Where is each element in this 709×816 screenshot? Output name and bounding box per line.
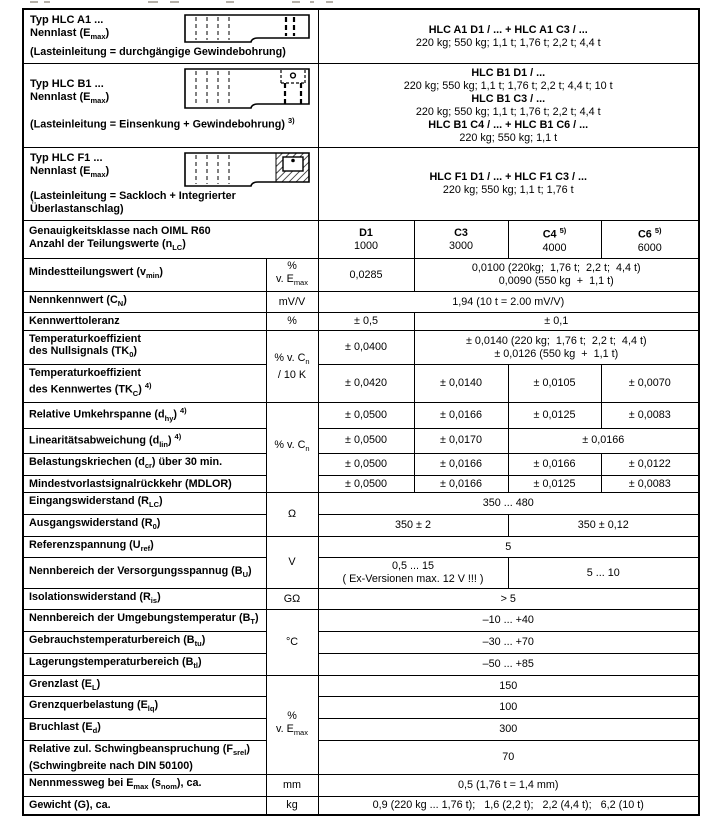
value-cell: 100 (318, 697, 699, 719)
value-cell: ± 0,0083 (601, 403, 699, 428)
divisions-count: 4000 (542, 241, 567, 254)
value-cell: ± 0,0420 (318, 365, 414, 403)
param-label-cell: Referenzspannung $(U_{ref})$ (23, 536, 266, 558)
value-cell: ± 0,0166 (414, 453, 508, 475)
unit-cell: kg (266, 796, 318, 814)
spec-row (23, 632, 699, 654)
value-cell: ± 0,0500 (318, 475, 414, 493)
spec-row (23, 514, 699, 536)
model-capacity-list: 220 kg; 550 kg; 1,1 t; 1,76 t; 2,2 t; 4,4 t (415, 105, 601, 118)
column-header-cell (414, 221, 508, 259)
param-label-cell: Nennmessweg bei $E_{max}$ $(s_{nom})$, ca. (23, 775, 266, 797)
param-label-cell (23, 221, 318, 259)
model-nennlast-label: Nennlast $(E_{max})$ (30, 91, 110, 106)
param-label-cell: Relative Umkehrspanne $(d_{hy})$ $^{4)}$ (23, 403, 266, 428)
spec-row (23, 796, 699, 814)
value-cell: ± 0,0140 (220 kg; 1,76 t; 2,2 t; 4,4 t) ± 0,0126 (550 kg + 1,1 t) (414, 330, 699, 364)
value-cell: 0,9 (220 kg ... 1,76 t); 1,6 (2,2 t); 2,2 (4,4 t); 6,2 (10 t) (318, 796, 699, 814)
model-variants-cell (318, 148, 699, 221)
spec-row (23, 291, 699, 313)
value-cell: ± 0,0122 (601, 453, 699, 475)
unit-cell: mm (266, 775, 318, 797)
unit-cell: % v. $C_n$ / 10 K (266, 330, 318, 402)
model-lasteinleitung-note: (Lasteinleitung = durchgängige Gewindebohrung) (30, 46, 286, 59)
param-label-cell: Mindestvorlastsignalrückkehr (MDLOR) (23, 475, 266, 493)
value-cell: 0,0100 (220kg; 1,76 t; 2,2 t; 4,4 t) 0,0090 (550 kg + 1,1 t) (414, 259, 699, 291)
value-cell: ± 0,1 (414, 313, 699, 331)
spec-row (23, 675, 699, 697)
model-row-a1 (23, 9, 699, 64)
spec-row (23, 428, 699, 453)
spec-row (23, 697, 699, 719)
accuracy-class-name: C6 $^{5)}$ (638, 225, 662, 241)
value-cell: 1,94 (10 t = 2.00 mV/V) (318, 291, 699, 313)
value-cell: 350 ± 2 (318, 514, 508, 536)
value-cell: ± 0,0500 (318, 403, 414, 428)
model-variant-name: HLC B1 D1 / ... (471, 66, 546, 79)
unit-cell: °C (266, 610, 318, 675)
value-cell: 5 (318, 536, 699, 558)
param-label-cell: Gebrauchstemperaturbereich $(B_{tu})$ (23, 632, 266, 654)
model-row-b1 (23, 64, 699, 148)
spec-row (23, 453, 699, 475)
model-variants-cell (318, 9, 699, 64)
value-cell: ± 0,0400 (318, 330, 414, 364)
param-label-cell: Isolationswiderstand $(R_{is})$ (23, 588, 266, 610)
model-type-label: Typ HLC B1 ... (30, 78, 104, 91)
value-cell: ± 0,0083 (601, 475, 699, 493)
value-cell: ± 0,0166 (414, 403, 508, 428)
spec-row (23, 610, 699, 632)
model-lasteinleitung-note: (Lasteinleitung = Sackloch + Integrierter Überlastanschlag) (30, 190, 236, 216)
model-variant-name: HLC F1 D1 / ... + HLC F1 C3 / ... (429, 171, 587, 184)
column-header-cell (508, 221, 601, 259)
model-capacity-list: 220 kg; 550 kg; 1,1 t; 1,76 t (442, 184, 574, 197)
param-label-cell: Gewicht (G), ca. (23, 796, 266, 814)
param-label-cell: Belastungskriechen $(d_{cr})$ über 30 min. (23, 453, 266, 475)
model-variant-name: HLC B1 C4 / ... + HLC B1 C6 / ... (428, 118, 589, 131)
value-cell: ± 0,0500 (318, 453, 414, 475)
spec-table (22, 8, 700, 816)
value-cell: 150 (318, 675, 699, 697)
spec-row (23, 588, 699, 610)
spec-row (23, 740, 699, 774)
value-cell: ± 0,0170 (414, 428, 508, 453)
value-cell: 350 ... 480 (318, 493, 699, 515)
accuracy-class-name: D1 (359, 226, 373, 239)
unit-cell: % v. $E_{max}$ (266, 259, 318, 291)
divisions-count: 6000 (637, 241, 662, 254)
value-cell: 0,0285 (318, 259, 414, 291)
value-cell: 5 ... 10 (508, 558, 699, 588)
unit-cell: V (266, 536, 318, 588)
loadcell-a1-diagram (184, 14, 310, 44)
model-capacity-list: 220 kg; 550 kg; 1,1 t; 1,76 t; 2,2 t; 4,4 t (415, 36, 601, 49)
accuracy-class-name: C4 $^{5)}$ (542, 225, 567, 241)
value-cell: > 5 (318, 588, 699, 610)
value-cell: 350 ± 0,12 (508, 514, 699, 536)
param-label-cell: Grenzquerbelastung $(E_{lq})$ (23, 697, 266, 719)
param-label-cell: Temperaturkoeffizient des Nullsignals $(TK_0)$ (23, 330, 266, 364)
accuracy-class-header-row (23, 221, 699, 259)
value-cell: ± 0,0105 (508, 365, 601, 403)
unit-cell: GΩ (266, 588, 318, 610)
model-info-cell (23, 64, 318, 148)
value-cell: ± 0,0500 (318, 428, 414, 453)
value-cell: 0,5 ... 15 ( Ex-Versionen max. 12 V !!! ) (318, 558, 508, 588)
spec-row (23, 493, 699, 515)
value-cell: –30 ... +70 (318, 632, 699, 654)
value-cell: ± 0,0140 (414, 365, 508, 403)
model-variants-cell (318, 64, 699, 148)
value-cell: ± 0,0125 (508, 403, 601, 428)
value-cell: ± 0,0070 (601, 365, 699, 403)
unit-cell: % v. $C_n$ (266, 403, 318, 493)
model-row-f1 (23, 148, 699, 221)
param-label-cell: Ausgangswiderstand $(R_0)$ (23, 514, 266, 536)
model-nennlast-label: Nennlast $(E_{max})$ (30, 27, 110, 42)
model-variant-name: HLC B1 C3 / ... (471, 92, 546, 105)
spec-row (23, 536, 699, 558)
param-label-cell: Nennbereich der Umgebungstemperatur $(B_T)$ (23, 610, 266, 632)
spec-row (23, 365, 699, 403)
value-cell: ± 0,0166 (508, 453, 601, 475)
model-nennlast-label: Nennlast $(E_{max})$ (30, 165, 110, 180)
spec-row (23, 330, 699, 364)
divisions-count: 3000 (448, 240, 474, 253)
spec-row (23, 403, 699, 428)
unit-cell: Ω (266, 493, 318, 537)
param-label-cell: Nennkennwert $(C_N)$ (23, 291, 266, 313)
unit-cell: % v. $E_{max}$ (266, 675, 318, 775)
model-type-label: Typ HLC A1 ... (30, 14, 104, 26)
value-cell: 0,5 (1,76 t = 1,4 mm) (318, 775, 699, 797)
value-cell: 300 (318, 719, 699, 741)
param-label-cell: Mindestteilungswert $(v_{min})$ (23, 259, 266, 291)
model-info-cell (23, 148, 318, 221)
value-cell: ± 0,0166 (508, 428, 699, 453)
param-label-cell: Kennwerttoleranz (23, 313, 266, 331)
spec-row (23, 475, 699, 493)
column-header-cell (318, 221, 414, 259)
param-label-cell: Temperaturkoeffizient des Kennwertes $(TK_C)$ $^{4)}$ (23, 365, 266, 403)
value-cell: –10 ... +40 (318, 610, 699, 632)
value-cell: ± 0,0125 (508, 475, 601, 493)
model-capacity-list: 220 kg; 550 kg; 1,1 t (459, 131, 558, 144)
param-label-cell: Lagerungstemperaturbereich $(B_{tl})$ (23, 653, 266, 675)
param-label-cell: Nennbereich der Versorgungsspannug $(B_U)$ (23, 558, 266, 588)
spec-row (23, 653, 699, 675)
spec-row (23, 313, 699, 331)
page-crop-artifact (30, 1, 370, 4)
divisions-label: Anzahl der Teilungswerte $(n_{LC})$ (29, 237, 186, 252)
value-cell: ± 0,5 (318, 313, 414, 331)
spec-row (23, 558, 699, 588)
model-variant-name: HLC A1 D1 / ... + HLC A1 C3 / ... (428, 23, 588, 36)
param-label-cell: Relative zul. Schwingbeanspruchung $(F_{srel})$ (Schwingbreite nach DIN 50100) (23, 740, 266, 774)
value-cell: 70 (318, 740, 699, 774)
loadcell-f1-diagram (184, 152, 310, 188)
loadcell-b1-diagram (184, 68, 310, 110)
unit-cell: mV/V (266, 291, 318, 313)
column-header-cell (601, 221, 699, 259)
spec-row (23, 719, 699, 741)
model-type-label: Typ HLC F1 ... (30, 152, 103, 165)
value-cell: ± 0,0166 (414, 475, 508, 493)
accuracy-class-name: C3 (454, 226, 468, 239)
divisions-count: 1000 (353, 240, 379, 253)
accuracy-class-label: Genauigkeitsklasse nach OIML R60 (29, 225, 211, 238)
param-label-cell: Grenzlast $(E_L)$ (23, 675, 266, 697)
param-label-cell: Linearitätsabweichung $(d_{lin})$ $^{4)}$ (23, 428, 266, 453)
unit-cell: % (266, 313, 318, 331)
spec-row (23, 259, 699, 291)
value-cell: –50 ... +85 (318, 653, 699, 675)
param-label-cell: Eingangswiderstand $(R_{LC})$ (23, 493, 266, 515)
model-capacity-list: 220 kg; 550 kg; 1,1 t; 1,76 t; 2,2 t; 4,4 t; 10 t (403, 79, 613, 92)
spec-row (23, 775, 699, 797)
model-info-cell (23, 9, 318, 64)
param-label-cell: Bruchlast $(E_d)$ (23, 719, 266, 741)
model-lasteinleitung-note: (Lasteinleitung = Einsenkung + Gewindebohrung) $^{3)}$ (30, 116, 295, 131)
